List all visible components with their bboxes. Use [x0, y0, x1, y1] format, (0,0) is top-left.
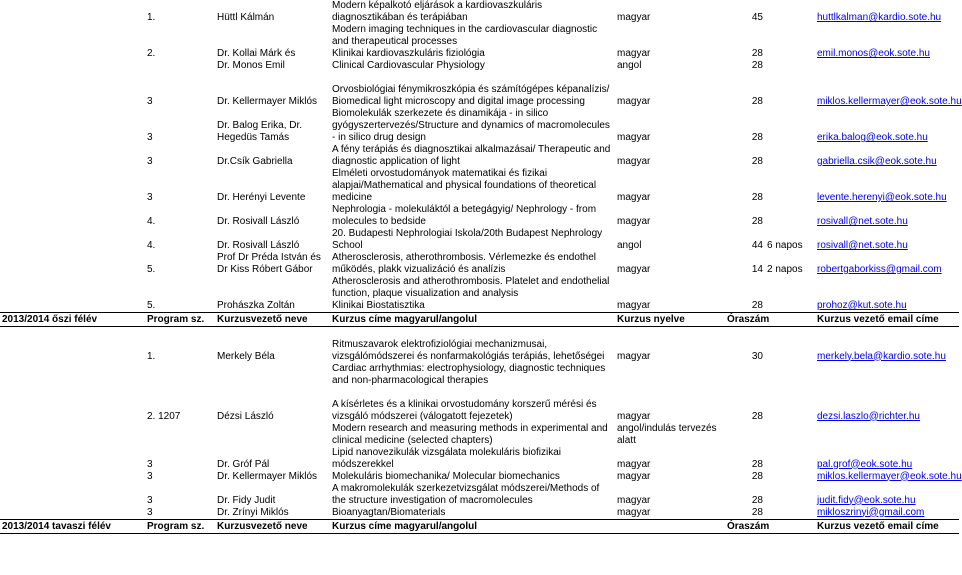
empty-cell — [0, 423, 145, 447]
course-hours: 30 — [751, 350, 763, 362]
empty-cell — [765, 363, 815, 387]
leader-email-link[interactable]: robertgaborkiss@gmail.com — [817, 264, 942, 275]
empty-cell — [0, 60, 145, 72]
course-hours: 14 — [751, 264, 763, 275]
program-number — [145, 60, 215, 72]
course-hours: 28 — [751, 216, 763, 227]
course-language: magyar — [617, 96, 651, 107]
course-leader: Hüttl Kálmán — [217, 12, 275, 23]
course-duration — [765, 144, 815, 168]
leader-email-link[interactable]: prohoz@kut.sote.hu — [817, 300, 907, 311]
table-row — [0, 471, 959, 483]
leader-email-link[interactable]: erika.balog@eok.sote.hu — [817, 132, 928, 143]
table-header-autumn — [0, 313, 959, 327]
course-leader: Dr. Rosivall László — [217, 216, 300, 227]
empty-cell — [0, 507, 145, 520]
empty-cell — [0, 363, 145, 387]
course-language: magyar — [617, 350, 651, 362]
course-language — [615, 24, 725, 48]
program-number: 3 — [147, 494, 153, 506]
program-number — [145, 363, 215, 387]
program-number: 3 — [147, 192, 153, 203]
program-number: 4. — [147, 216, 156, 227]
leader-email-link[interactable]: judit.fidy@eok.sote.hu — [817, 494, 916, 506]
header-leader-email: Kurzus vezető email címe — [815, 519, 959, 533]
empty-cell — [615, 519, 725, 533]
leader-email-link[interactable]: miklos.kellermayer@eok.sote.hu — [817, 96, 962, 107]
program-number: 2. — [147, 48, 156, 59]
course-leader: Dr. Balog Erika, Dr. Hegedüs Tamás — [217, 120, 303, 143]
leader-email-link[interactable] — [815, 60, 959, 72]
program-number: 3 — [147, 96, 153, 107]
empty-cell — [765, 483, 815, 507]
leader-email-link[interactable]: mikloszrinyi@gmail.com — [817, 506, 925, 518]
course-title: Modern research and measuring methods in experimental and clinical medicine (selected chapters) — [332, 422, 608, 446]
empty-cell — [765, 507, 815, 520]
header-program-number: Program sz. — [145, 519, 215, 533]
course-title: Cardiac arrhythmias: electrophysiology, diagnostic techniques and non-pharmacological therapies — [332, 362, 606, 386]
course-leader: Dr. Gróf Pál — [217, 458, 270, 470]
table-row — [0, 0, 959, 24]
empty-cell — [0, 144, 145, 168]
course-hours: 28 — [751, 494, 763, 506]
course-leader — [215, 24, 330, 48]
empty-cell — [765, 447, 815, 471]
leader-email-link[interactable] — [815, 24, 959, 48]
course-duration — [765, 108, 815, 144]
table-row — [0, 48, 959, 60]
empty-cell — [765, 387, 815, 423]
table-row — [0, 24, 959, 48]
table-row — [0, 447, 959, 471]
course-title: A fény terápiás és diagnosztikai alkalmazásai/ Therapeutic and diagnostic application of light — [332, 144, 611, 167]
program-number — [145, 423, 215, 447]
program-number: 3 — [147, 506, 153, 518]
leader-email-link[interactable]: gabriella.csik@eok.sote.hu — [817, 156, 937, 167]
empty-cell — [0, 483, 145, 507]
course-title: Nephrologia - molekuláktól a betegágyig/ Nephrology - from molecules to bedside — [332, 204, 597, 227]
course-duration — [765, 300, 815, 313]
course-hours: 28 — [751, 48, 763, 59]
empty-cell — [0, 228, 145, 252]
course-language: magyar — [617, 192, 651, 203]
course-hours: 28 — [751, 132, 763, 143]
course-title: Lipid nanovezikulák vizsgálata molekuláris biofizikai módszerekkel — [332, 446, 562, 470]
header-course-hours: Óraszám — [727, 314, 770, 325]
course-language: magyar — [617, 12, 651, 23]
course-title: Modern képalkotó eljárások a kardiovaszkuláris diagnosztikában és terápiában — [332, 0, 543, 23]
course-hours: 28 — [751, 156, 763, 167]
course-title: Klinikai Biostatisztika — [332, 300, 425, 311]
table-row — [0, 327, 959, 363]
header-course-leader: Kurzusvezető neve — [215, 519, 330, 533]
course-hours: 28 — [751, 192, 763, 203]
program-number: 1. — [147, 350, 156, 362]
leader-email-link[interactable]: huttlkalman@kardio.sote.hu — [817, 12, 942, 23]
course-hours: 28 — [751, 506, 763, 518]
course-hours: 28 — [751, 96, 763, 107]
course-duration — [765, 168, 815, 204]
program-number: 3 — [147, 458, 153, 470]
header-course-leader: Kurzusvezető neve — [215, 313, 330, 327]
header-course-hours: Óraszám — [727, 520, 770, 532]
course-title: Biomolekulák szerkezete és dinamikája - in silico gyógyszertervezés/Structure and dynamics of macromolecules - in silico drug design — [332, 108, 610, 143]
empty-cell — [0, 471, 145, 483]
semester-label: 2013/2014 tavaszi félév — [0, 519, 145, 533]
program-number: 3 — [147, 132, 153, 143]
course-title: Elméleti orvostudományok matematikai és fizikai alapjai/Mathematical and physical foundations of theoretical medicine — [332, 168, 597, 203]
course-hours: 45 — [751, 12, 763, 23]
course-title: Modern imaging techniques in the cardiovascular diagnostic and therapeutical processes — [332, 24, 598, 47]
course-hours: 28 — [751, 410, 763, 422]
course-leader: Dézsi László — [217, 410, 274, 422]
course-hours: 28 — [751, 470, 763, 482]
empty-cell — [0, 204, 145, 228]
empty-cell — [0, 327, 145, 363]
program-number: 2. 1207 — [147, 410, 181, 422]
leader-email-link[interactable] — [815, 276, 959, 300]
course-language: magyar — [617, 216, 651, 227]
program-number: 3 — [147, 470, 153, 482]
empty-cell — [765, 423, 815, 447]
leader-email-link[interactable]: pal.grof@eok.sote.hu — [817, 458, 913, 470]
course-duration — [765, 276, 815, 300]
empty-cell — [0, 0, 145, 24]
leader-email-link[interactable]: emil.monos@eok.sote.hu — [817, 48, 930, 59]
course-leader — [215, 423, 330, 447]
course-language — [615, 363, 725, 387]
course-language: angol — [617, 240, 642, 251]
program-number: 3 — [147, 156, 153, 167]
empty-cell — [0, 108, 145, 144]
course-title: Atherosclerosis and atherothrombosis. Platelet and endothelial function, plaque visualization and analysis — [332, 276, 610, 299]
course-hours: 44 — [751, 240, 763, 251]
table-row — [0, 144, 959, 168]
empty-cell — [0, 276, 145, 300]
empty-cell — [0, 252, 145, 276]
program-number: 5. — [147, 300, 156, 311]
header-program-number: Program sz. — [145, 313, 215, 327]
course-language — [615, 276, 725, 300]
table-header-spring — [0, 519, 959, 533]
course-language: magyar — [617, 410, 651, 422]
empty-cell — [0, 168, 145, 204]
course-language: magyar — [617, 470, 651, 482]
course-title: A kísérletes és a klinikai orvostudomány korszerű mérési és vizsgáló módszerei (válogatott fejezetek) — [332, 398, 597, 422]
course-title: Clinical Cardiovascular Physiology — [332, 60, 485, 71]
table-row — [0, 228, 959, 252]
course-language: magyar — [617, 48, 651, 59]
course-hours — [725, 423, 765, 447]
course-duration — [765, 204, 815, 228]
empty-cell — [765, 471, 815, 483]
course-language: magyar — [617, 494, 651, 506]
course-leader — [215, 276, 330, 300]
course-title: Ritmuszavarok elektrofiziológiai mechanizmusai, vizsgálómódszerei és nonfarmakológiás terápiás, lehetőségei — [332, 338, 605, 362]
course-language: magyar — [617, 264, 651, 275]
course-leader: Dr. Kollai Márk és — [217, 48, 296, 59]
table-row — [0, 60, 959, 72]
course-leader: Merkely Béla — [217, 350, 275, 362]
course-title: Klinikai kardiovaszkuláris fiziológia — [332, 48, 485, 59]
course-language: magyar — [617, 132, 651, 143]
program-number: 1. — [147, 12, 156, 23]
course-leader: Prof Dr Préda István és Dr Kiss Róbert Gábor — [217, 252, 321, 275]
course-leader — [215, 363, 330, 387]
course-title: Atherosclerosis, atherothrombosis. Vérlemezke és endothel működés, plakk vizualizáció és analízis — [332, 252, 597, 275]
course-language: angol — [617, 60, 642, 71]
empty-cell — [0, 48, 145, 60]
leader-email-link[interactable]: levente.herenyi@eok.sote.hu — [817, 192, 947, 203]
course-duration — [765, 48, 815, 60]
empty-cell — [0, 447, 145, 471]
course-hours — [725, 363, 765, 387]
leader-email-link[interactable] — [815, 363, 959, 387]
course-hours: 28 — [751, 300, 763, 311]
table-row — [0, 108, 959, 144]
table-row — [0, 483, 959, 507]
course-duration — [765, 0, 815, 24]
leader-email-link[interactable]: merkely.bela@kardio.sote.hu — [817, 350, 946, 362]
course-language: magyar — [617, 506, 651, 518]
empty-cell — [0, 300, 145, 313]
course-duration: 2 napos — [767, 264, 803, 275]
course-language: magyar — [617, 458, 651, 470]
course-hours: 28 — [751, 60, 763, 71]
empty-cell — [0, 24, 145, 48]
course-hours — [725, 276, 765, 300]
table-row — [0, 423, 959, 447]
table-row — [0, 300, 959, 313]
course-leader: Dr. Fidy Judit — [217, 494, 276, 506]
empty-cell — [765, 313, 815, 327]
course-hours: 28 — [751, 458, 763, 470]
course-leader: Dr. Kellermayer Miklós — [217, 96, 318, 107]
course-language: magyar — [617, 156, 651, 167]
header-course-title: Kurzus címe magyarul/angolul — [330, 313, 615, 327]
course-language: magyar — [617, 300, 651, 311]
empty-cell — [0, 387, 145, 423]
table-row — [0, 276, 959, 300]
table-row — [0, 72, 959, 108]
table-row — [0, 363, 959, 387]
leader-email-link[interactable]: rosivall@net.sote.hu — [817, 240, 908, 251]
leader-email-link[interactable]: miklos.kellermayer@eok.sote.hu — [817, 470, 962, 482]
course-leader: Dr. Herényi Levente — [217, 192, 306, 203]
leader-email-link[interactable] — [815, 423, 959, 447]
table-row — [0, 252, 959, 276]
course-title: A makromolekulák szerkezetvizsgálat módszerei/Methods of the structure investigation of macromolecules — [332, 482, 600, 506]
course-leader: Dr.Csík Gabriella — [217, 156, 293, 167]
course-title: Bioanyagtan/Biomaterials — [332, 506, 446, 518]
course-leader: Dr. Rosivall László — [217, 240, 300, 251]
course-duration — [765, 72, 815, 108]
table-row — [0, 168, 959, 204]
course-duration — [765, 60, 815, 72]
header-leader-email: Kurzus vezető email címe — [815, 313, 959, 327]
table-row — [0, 387, 959, 423]
course-hours — [725, 24, 765, 48]
course-leader: Dr. Kellermayer Miklós — [217, 470, 318, 482]
header-course-title: Kurzus címe magyarul/angolul — [330, 519, 615, 533]
course-leader: Dr. Monos Emil — [217, 60, 285, 71]
course-title: Molekuláris biomechanika/ Molecular biomechanics — [332, 470, 560, 482]
course-duration: 6 napos — [767, 240, 803, 251]
empty-cell — [0, 72, 145, 108]
table-row — [0, 204, 959, 228]
program-number: 5. — [147, 264, 156, 275]
empty-cell — [765, 327, 815, 363]
course-duration — [765, 24, 815, 48]
table-row — [0, 507, 959, 520]
course-title: Orvosbiológiai fénymikroszkópia és számítógépes képanalízis/ Biomedical light microscopy and digital image processing — [332, 84, 610, 107]
header-course-language: Kurzus nyelve — [615, 313, 725, 327]
program-number — [145, 24, 215, 48]
semester-label: 2013/2014 őszi félév — [0, 313, 145, 327]
course-language: angol/indulás tervezés alatt — [617, 422, 717, 446]
leader-email-link[interactable]: rosivall@net.sote.hu — [817, 216, 908, 227]
program-number: 4. — [147, 240, 156, 251]
leader-email-link[interactable]: dezsi.laszlo@richter.hu — [817, 410, 920, 422]
empty-cell — [765, 519, 815, 533]
course-leader: Prohászka Zoltán — [217, 300, 295, 311]
program-number — [145, 276, 215, 300]
course-leader: Dr. Zrínyi Miklós — [217, 506, 289, 518]
course-title: 20. Budapesti Nephrologiai Iskola/20th Budapest Nephrology School — [332, 228, 603, 251]
